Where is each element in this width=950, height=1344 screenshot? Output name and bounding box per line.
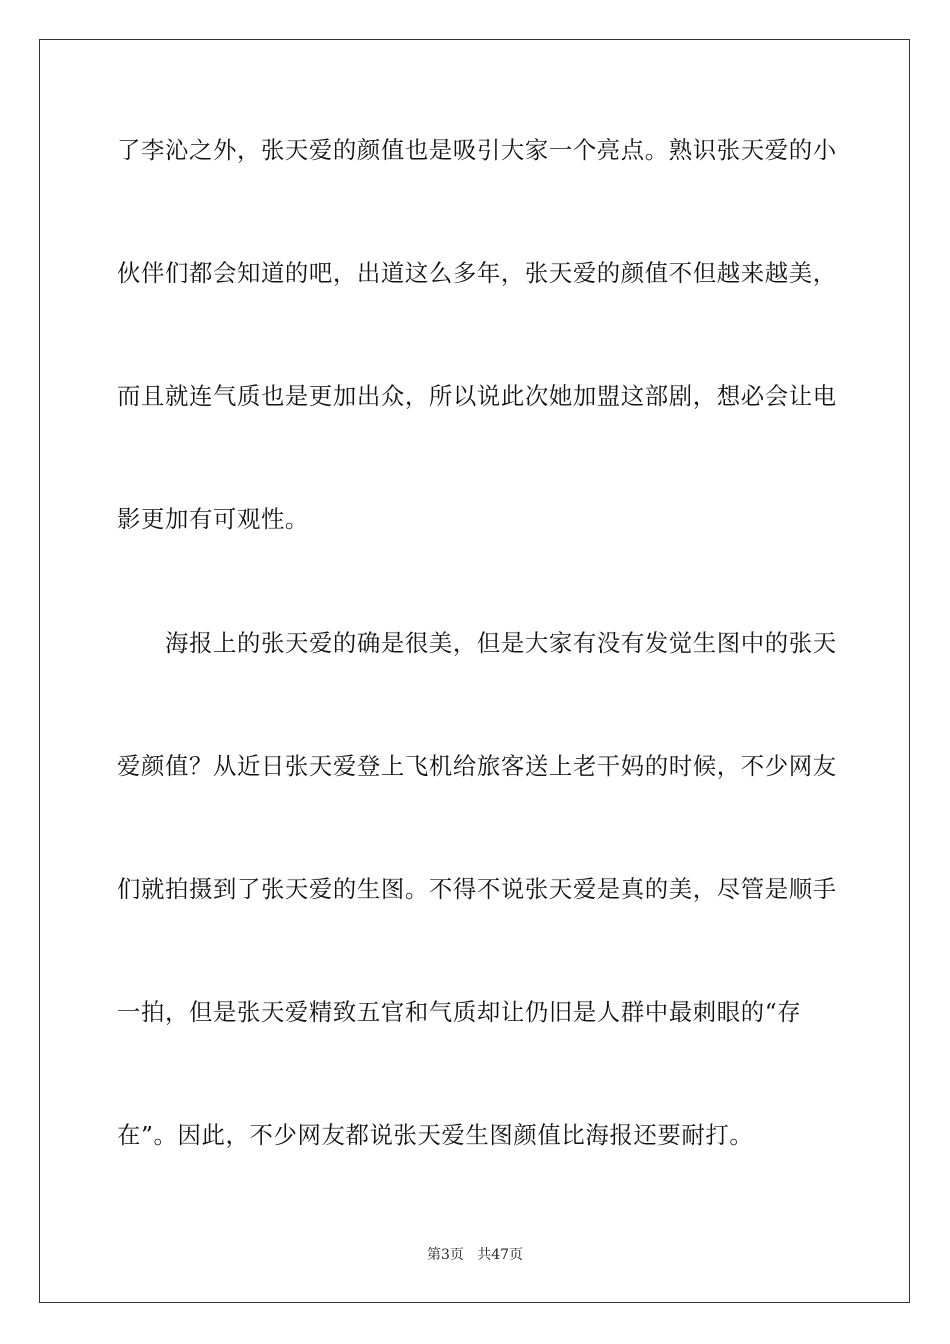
page-border: [39, 39, 910, 1303]
paragraph-line: 在”。因此，不少网友都说张天爱生图颜值比海报还要耐打。: [117, 1121, 754, 1149]
paragraph-line: 了李沁之外，张天爱的颜值也是吸引大家一个亮点。熟识张天爱的小: [117, 136, 837, 164]
paragraph-line: 伙伴们都会知道的吧，出道这么多年，张天爱的颜值不但越来越美，: [117, 259, 837, 287]
paragraph-line: 影更加有可观性。: [117, 505, 309, 533]
paragraph-line: 而且就连气质也是更加出众，所以说此次她加盟这部剧，想必会让电: [117, 382, 837, 410]
paragraph-line: 一拍，但是张天爱精致五官和气质却让仍旧是人群中最刺眼的“存: [117, 998, 802, 1026]
paragraph-line: 爱颜值？从近日张天爱登上飞机给旅客送上老干妈的时候，不少网友: [117, 752, 837, 780]
page-number-footer: 第3页 共47页: [426, 1247, 524, 1263]
paragraph-line: 们就拍摄到了张天爱的生图。不得不说张天爱是真的美，尽管是顺手: [117, 875, 837, 903]
paragraph-line: 海报上的张天爱的确是很美，但是大家有没有发觉生图中的张天: [165, 629, 837, 657]
